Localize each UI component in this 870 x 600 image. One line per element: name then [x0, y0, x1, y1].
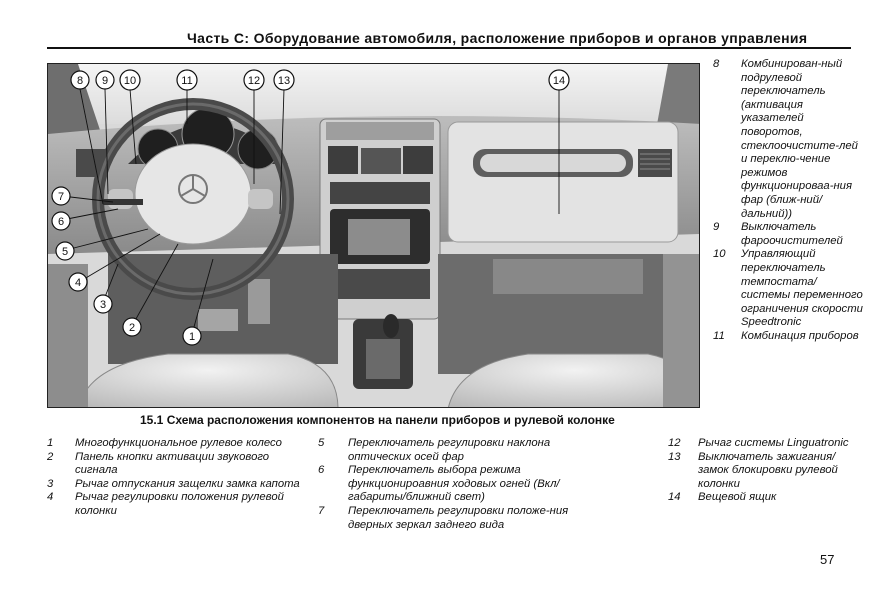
callout-11 — [177, 70, 197, 90]
legend-text: Комбинация приборов — [741, 329, 859, 342]
legend-text: Выключатель фароочистителей — [741, 221, 843, 247]
legend-number: 4 — [47, 491, 54, 504]
bottom-legend-column-2 — [318, 437, 588, 532]
legend-item — [668, 451, 858, 492]
dashboard-photo — [47, 63, 700, 408]
callout-7 — [52, 187, 70, 205]
callout-13 — [274, 70, 294, 90]
page-number: 57 — [820, 552, 835, 567]
legend-item — [318, 505, 588, 532]
svg-text:14: 14 — [552, 75, 566, 87]
legend-text: Многофункциональное рулевое колесо — [75, 437, 282, 449]
svg-text:12: 12 — [247, 75, 261, 87]
svg-text:4: 4 — [74, 277, 82, 289]
legend-item — [47, 491, 302, 518]
legend-text: Переключатель выбора режима функционироавния ходовых огней (Вкл/габариты/ближний свет) — [348, 464, 560, 504]
callout-4 — [69, 273, 87, 291]
legend-number: 7 — [318, 504, 325, 517]
callout-14 — [549, 70, 569, 90]
legend-item — [713, 221, 863, 248]
svg-text:1: 1 — [188, 331, 196, 343]
legend-number: 13 — [668, 450, 681, 463]
legend-number: 8 — [713, 58, 720, 70]
legend-text: Рычаг отпускания защелки замка капота — [75, 477, 300, 490]
header-rule — [47, 47, 851, 49]
svg-text:3: 3 — [99, 299, 107, 311]
legend-text: Выключатель зажигания/ замок блокировки рулевой колонки — [698, 450, 838, 490]
legend-text: Переключатель регулировки наклона оптических осей фар — [348, 437, 551, 463]
callout-10 — [120, 70, 140, 90]
legend-text: Рычаг системы Linguatronic — [698, 437, 849, 449]
legend-item — [713, 58, 863, 221]
side-legend — [713, 58, 863, 343]
callout-3 — [94, 295, 112, 313]
callout-8 — [71, 71, 89, 89]
legend-item — [318, 437, 588, 464]
svg-text:13: 13 — [277, 75, 291, 87]
svg-text:9: 9 — [101, 75, 109, 87]
legend-number: 1 — [47, 437, 54, 449]
legend-item — [47, 478, 302, 492]
legend-text: Вещевой ящик — [698, 491, 777, 504]
legend-number: 9 — [713, 221, 720, 234]
legend-number: 6 — [318, 464, 325, 477]
svg-text:6: 6 — [57, 216, 65, 228]
legend-item — [47, 437, 302, 451]
callout-12 — [244, 70, 264, 90]
page-header-title: Часть С: Оборудование автомобиля, расположение приборов и органов управления — [187, 30, 808, 46]
callout-5 — [56, 242, 74, 260]
figure-caption: 15.1 Схема расположения компонентов на панели приборов и рулевой колонке — [140, 413, 615, 427]
legend-number: 11 — [713, 329, 725, 342]
legend-text: Рычаг регулировки положения рулевой колонки — [75, 491, 284, 517]
svg-text:2: 2 — [128, 322, 136, 334]
legend-number: 10 — [713, 248, 726, 261]
legend-text: Панель кнопки активации звукового сигнала — [75, 450, 270, 477]
legend-item — [318, 464, 588, 505]
legend-item — [713, 330, 863, 344]
legend-item — [668, 491, 858, 505]
svg-text:10: 10 — [123, 75, 137, 87]
legend-text: Переключатель регулировки положе-ния дверных зеркал заднего вида — [348, 504, 569, 531]
bottom-legend-column-1 — [47, 437, 302, 519]
svg-text:5: 5 — [61, 246, 69, 258]
legend-item — [713, 248, 863, 330]
legend-item — [47, 451, 302, 478]
callout-6 — [52, 212, 70, 230]
callout-9 — [96, 71, 114, 89]
legend-item — [668, 437, 858, 451]
bottom-legend-column-3 — [668, 437, 858, 505]
svg-text:7: 7 — [57, 191, 65, 203]
legend-number: 12 — [668, 437, 681, 449]
legend-number: 14 — [668, 491, 681, 504]
svg-text:8: 8 — [76, 75, 84, 87]
legend-number: 3 — [47, 477, 54, 490]
legend-number: 2 — [47, 450, 54, 463]
callout-2 — [123, 318, 141, 336]
callout-1 — [183, 327, 201, 345]
legend-number: 5 — [318, 437, 325, 449]
legend-text: Управляющий переключатель темпостата/ системы переменного ограничения скорости Speedtronic — [741, 248, 863, 329]
svg-text:11: 11 — [181, 75, 193, 87]
legend-text: Комбинирован-ный подрулевой переключатель (активация указателей поворотов, стеклоочистите-лей и переклю-чение режимов функционироваа-ния фар (ближ-ний/дальний)) — [741, 58, 858, 220]
